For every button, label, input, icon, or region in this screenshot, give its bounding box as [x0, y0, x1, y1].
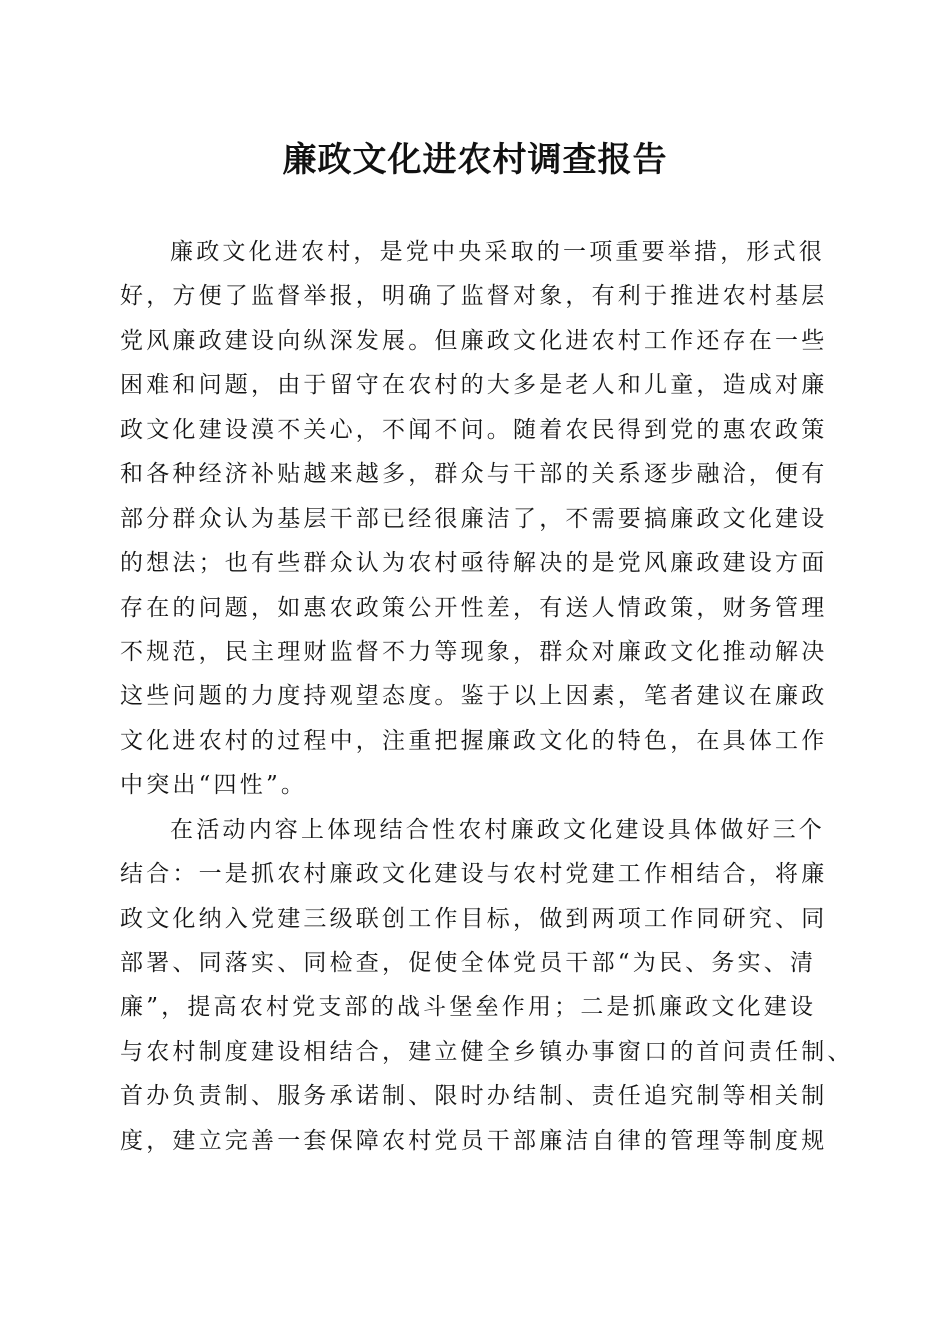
paragraph-1-line-13: 中突出“四性”。 [120, 772, 308, 799]
paragraph-1-line-12: 文化进农村的过程中，注重把握廉政文化的特色，在具体工作 [120, 727, 828, 754]
paragraph-1-line-11: 这些问题的力度持观望态度。鉴于以上因素，笔者建议在廉政 [120, 683, 828, 710]
paragraph-2-line-4: 部署、同落实、同检查，促使全体党员干部“为民、务实、清 [120, 950, 817, 976]
paragraph-1-line-3: 党风廉政建设向纵深发展。但廉政文化进农村工作还存在一些 [120, 327, 828, 354]
paragraph-1-line-10: 不规范，民主理财监督不力等现象，群众对廉政文化推动解决 [120, 638, 828, 665]
paragraph-2-line-8: 度，建立完善一套保障农村党员干部廉洁自律的管理等制度规 [120, 1127, 828, 1154]
paragraph-1-line-5: 政文化建设漠不关心，不闻不问。随着农民得到党的惠农政策 [120, 416, 828, 443]
paragraph-2-line-7: 首办负责制、服务承诺制、限时办结制、责任追究制等相关制 [120, 1083, 828, 1110]
paragraph-1-line-1: 廉政文化进农村，是党中央采取的一项重要举措，形式很 [170, 239, 825, 265]
paragraph-1-line-8: 的想法；也有些群众认为农村亟待解决的是党风廉政建设方面 [120, 550, 828, 577]
paragraph-1-line-7: 部分群众认为基层干部已经很廉洁了，不需要搞廉政文化建设 [120, 505, 828, 532]
paragraph-1-line-9: 存在的问题，如惠农政策公开性差，有送人情政策，财务管理 [120, 594, 828, 621]
paragraph-2-line-3: 政文化纳入党建三级联创工作目标，做到两项工作同研究、同 [120, 905, 828, 932]
paragraph-2-line-6: 与农村制度建设相结合，建立健全乡镇办事窗口的首问责任制、 [120, 1038, 854, 1065]
paragraph-2-line-1: 在活动内容上体现结合性农村廉政文化建设具体做好三个 [170, 816, 825, 843]
paragraph-1-line-4: 困难和问题，由于留守在农村的大多是老人和儿童，造成对廉 [120, 372, 828, 399]
document-body [120, 230, 860, 1163]
paragraph-2-line-2: 结合：一是抓农村廉政文化建设与农村党建工作相结合，将廉 [120, 861, 828, 888]
paragraph-1-line-2: 好，方便了监督举报，明确了监督对象，有利于推进农村基层 [120, 283, 828, 310]
document-title: 廉政文化进农村调查报告 [282, 140, 668, 180]
paragraph-1-line-6: 和各种经济补贴越来越多，群众与干部的关系逐步融洽，便有 [120, 461, 828, 488]
paragraph-2-line-5: 廉”，提高农村党支部的战斗堡垒作用；二是抓廉政文化建设 [120, 994, 817, 1021]
